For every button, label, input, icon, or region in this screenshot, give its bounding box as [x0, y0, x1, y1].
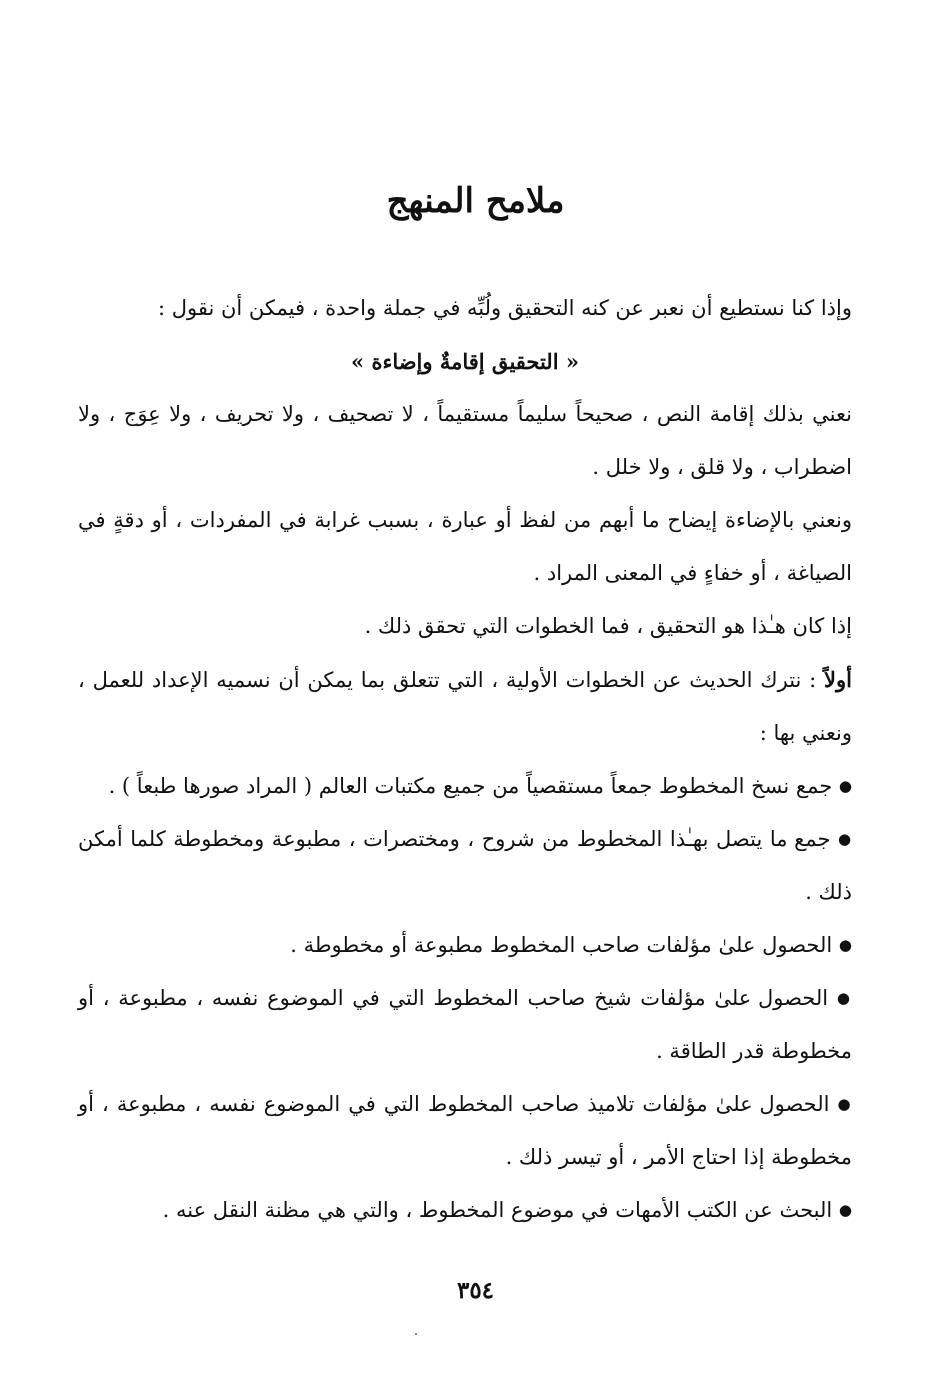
- bullet-icon: ●: [836, 989, 852, 1007]
- bullet-item: [78, 813, 852, 919]
- bullet-text: جمع نسخ المخطوط جمعاً مستقصياً من جميع مكتبات العالم ( المراد صورها طبعاً ) .: [108, 774, 833, 798]
- definition-quote: « التحقيق إقامةٌ وإضاءة »: [351, 349, 579, 374]
- bullet-icon: ●: [838, 830, 852, 848]
- page-number: ٣٥٤: [456, 1277, 495, 1304]
- first-step-text: : نترك الحديث عن الخطوات الأولية ، التي تتعلق بما يمكن أن نسميه الإعداد للعمل ، ونعني بها :: [78, 668, 852, 745]
- bullet-item: [78, 760, 852, 813]
- bullet-text: جمع ما يتصل بهـٰذا المخطوط من شروح ، ومختصرات ، مطبوعة ومخطوطة كلما أمكن ذلك .: [78, 827, 852, 904]
- bullet-item: [78, 1078, 852, 1184]
- bullet-text: البحث عن الكتب الأمهات في موضوع المخطوط ، والتي هي مظنة النقل عنه .: [162, 1198, 833, 1222]
- page-body: [78, 282, 852, 1237]
- bullet-item: [78, 972, 852, 1078]
- bullet-item: [78, 1184, 852, 1237]
- bullet-item: [78, 919, 852, 972]
- steps-question-paragraph: إذا كان هـٰذا هو التحقيق ، فما الخطوات التي تحقق ذلك .: [364, 614, 852, 638]
- bullet-icon: ●: [838, 1201, 852, 1219]
- bullet-text: الحصول علىٰ مؤلفات تلاميذ صاحب المخطوط التي في الموضوع نفسه ، مطبوعة ، أو مخطوطة إذا احتاج الأمر ، أو تيسر ذلك .: [78, 1092, 852, 1169]
- page-title: ملامح المنهج: [386, 181, 565, 221]
- scan-speck: [415, 1333, 417, 1335]
- bullet-icon: ●: [837, 1095, 853, 1113]
- iqama-paragraph: نعني بذلك إقامة النص ، صحيحاً سليماً مستقيماً ، لا تصحيف ، ولا تحريف ، ولا عِوَج ، ولا اضطراب ، ولا قلق ، ولا خلل .: [78, 402, 852, 479]
- first-step-lead: أولاً: [824, 667, 852, 692]
- idaa-paragraph: ونعني بالإضاءة إيضاح ما أبهم من لفظ أو عبارة ، بسبب غرابة في المفردات ، أو دقةٍ في الصياغة ، أو خفاءٍ في المعنى المراد .: [78, 508, 852, 585]
- bullet-icon: ●: [838, 936, 852, 954]
- intro-paragraph: وإذا كنا نستطيع أن نعبر عن كنه التحقيق ولُبِّه في جملة واحدة ، فيمكن أن نقول :: [158, 296, 852, 320]
- bullet-text: الحصول علىٰ مؤلفات شيخ صاحب المخطوط التي في الموضوع نفسه ، مطبوعة ، أو مخطوطة قدر الطاقة .: [78, 986, 852, 1063]
- bullet-icon: ●: [838, 777, 852, 795]
- bullet-text: الحصول علىٰ مؤلفات صاحب المخطوط مطبوعة أو مخطوطة .: [290, 933, 833, 957]
- first-step-paragraph: [78, 653, 852, 760]
